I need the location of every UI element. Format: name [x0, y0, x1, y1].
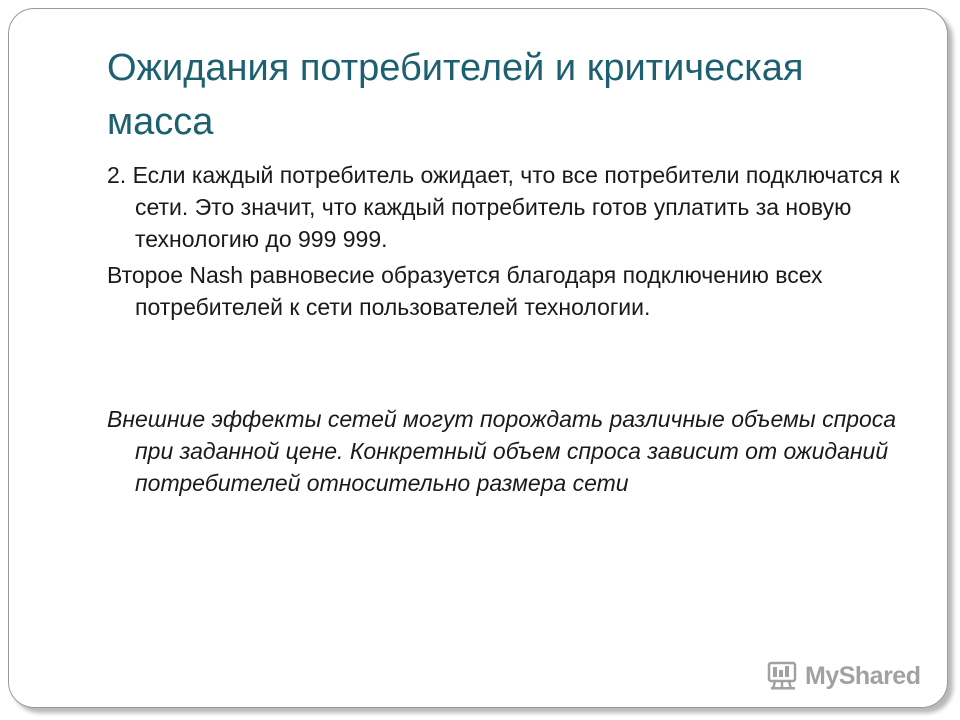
slide-title: Ожидания потребителей и критическая масса	[107, 47, 804, 143]
watermark-text: MyShared	[805, 661, 921, 690]
slide-body	[107, 159, 917, 499]
watermark	[767, 661, 920, 691]
slide-frame	[8, 8, 948, 708]
paragraph-expectations: 2. Если каждый потребитель ожидает, что все потребители подключатся к сети. Это значит, что каждый потребитель готов уплатить за новую технологию до 999 999.	[107, 162, 900, 252]
paragraph-nash-equilibrium: Второе Nash равновесие образуется благодаря подключению всех потребителей к сети пользователей технологии.	[107, 262, 823, 320]
paragraph-network-effects: Внешние эффекты сетей могут порождать различные объемы спроса при заданной цене. Конкретный объем спроса зависит от ожиданий потребителей относительно размера сети	[107, 406, 897, 496]
myshared-logo-icon	[767, 661, 801, 691]
